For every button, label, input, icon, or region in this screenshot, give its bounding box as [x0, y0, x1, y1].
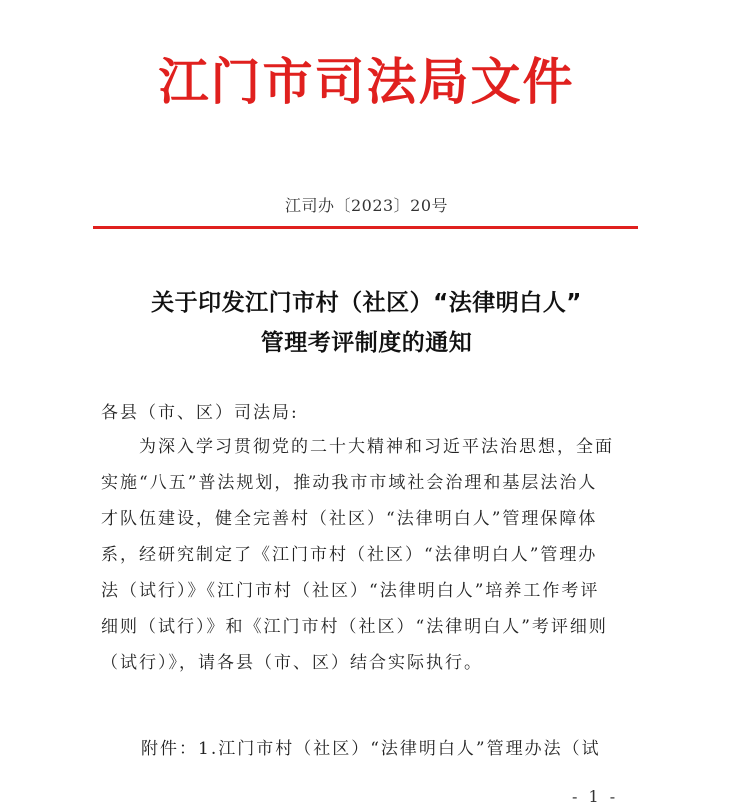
document-header-title: 江门市司法局文件 — [158, 53, 575, 111]
page-number: - 1 - — [572, 787, 619, 806]
red-divider-rule — [93, 226, 638, 229]
body-text-line: 细则（试行）》和《江门市村（社区）“法律明白人”考评细则 — [101, 617, 608, 637]
body-text-line: 系，经研究制定了《江门市村（社区）“法律明白人”管理办 — [101, 545, 598, 565]
body-text-line: 实施“八五”普法规划，推动我市市域社会治理和基层法治人 — [101, 473, 598, 493]
body-text-line: （试行）》，请各县（市、区）结合实际执行。 — [101, 653, 483, 673]
notice-title-line-1: 关于印发江门市村（社区）“法律明白人” — [151, 290, 582, 316]
salutation: 各县（市、区）司法局: — [101, 403, 299, 423]
document-number: 江司办〔2023〕20号 — [284, 196, 449, 215]
attachment-line: 附件：1.江门市村（社区）“法律明白人”管理办法（试 — [141, 739, 601, 759]
body-text-line: 为深入学习贯彻党的二十大精神和习近平法治思想，全面 — [139, 437, 614, 457]
notice-title-line-2: 管理考评制度的通知 — [260, 330, 473, 356]
body-text-line: 才队伍建设，健全完善村（社区）“法律明白人”管理保障体 — [101, 509, 598, 529]
body-text-line: 法（试行）》《江门市村（社区）“法律明白人”培养工作考评 — [101, 581, 600, 601]
